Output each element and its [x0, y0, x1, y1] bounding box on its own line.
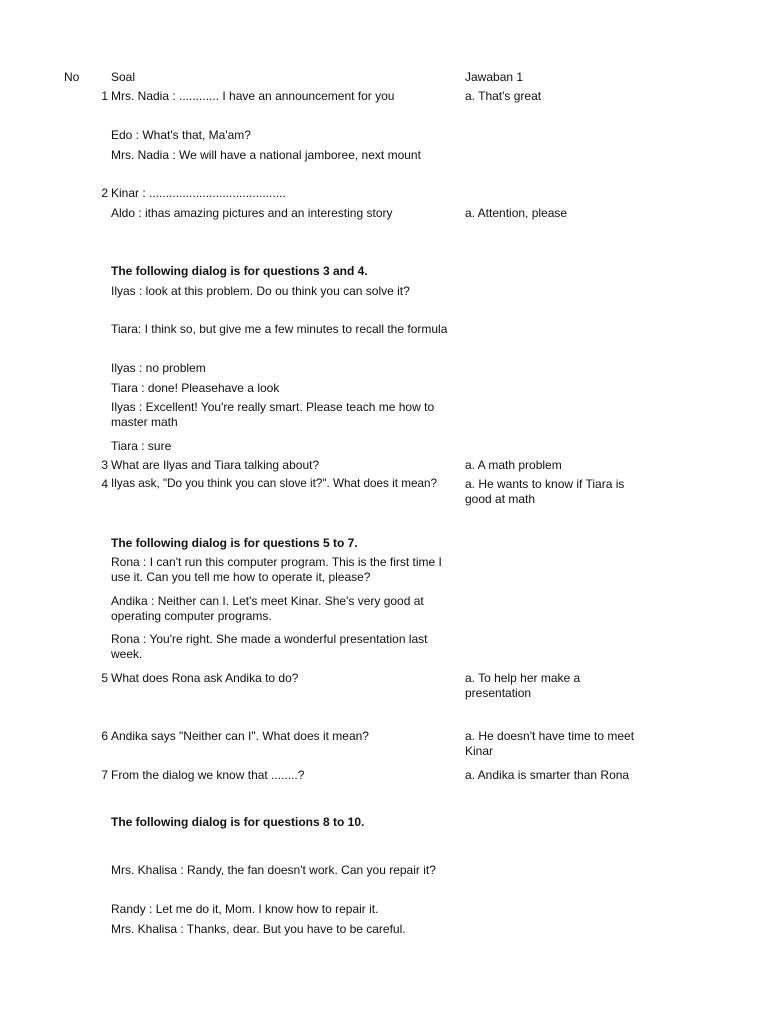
dialog-line: Tiara: I think so, but give me a few minutes to recall the formula: [111, 322, 448, 336]
header-no: No: [64, 70, 80, 84]
dialog-line: Mrs. Nadia : We will have a national jamboree, next mount: [111, 148, 421, 162]
answer-text: a. A math problem: [465, 458, 562, 472]
question-number: 7: [101, 768, 108, 782]
question-text: Kinar : .........................................: [111, 186, 286, 200]
section-heading: The following dialog is for questions 8 to 10.: [111, 815, 365, 829]
dialog-line: Rona : You're right. She made a wonderful presentation last week.: [111, 632, 428, 661]
section-heading: The following dialog is for questions 5 to 7.: [111, 536, 358, 550]
answer-text: a. He wants to know if Tiara is good at math: [465, 477, 625, 506]
question-number: 3: [101, 458, 108, 472]
dialog-line: Edo : What's that, Ma'am?: [111, 128, 251, 142]
question-text: Ilyas ask, "Do you think you can slove it?". What does it mean?: [111, 477, 437, 490]
dialog-line: Ilyas : no problem: [111, 361, 206, 375]
dialog-line: Mrs. Khalisa : Thanks, dear. But you have to be careful.: [111, 922, 406, 936]
question-number: 5: [101, 671, 108, 685]
question-number: 6: [101, 729, 108, 743]
question-text: What does Rona ask Andika to do?: [111, 671, 299, 685]
header-soal: Soal: [111, 70, 136, 84]
question-text: Andika says "Neither can I". What does it mean?: [111, 729, 369, 743]
question-number: 1: [101, 89, 108, 103]
dialog-line: Ilyas : Excellent! You're really smart. Please teach me how to master math: [111, 400, 435, 429]
dialog-line: Randy : Let me do it, Mom. I know how to repair it.: [111, 902, 379, 916]
dialog-line: Mrs. Khalisa : Randy, the fan doesn't work. Can you repair it?: [111, 863, 436, 877]
dialog-line: Aldo : ithas amazing pictures and an interesting story: [111, 206, 393, 220]
question-number: 2: [101, 186, 108, 200]
header-jawaban: Jawaban 1: [465, 70, 524, 84]
answer-text: a. Andika is smarter than Rona: [465, 768, 630, 782]
answer-text: a. Attention, please: [465, 206, 568, 220]
dialog-line: Tiara : sure: [111, 439, 172, 453]
answer-text: a. To help her make a presentation: [465, 671, 581, 700]
question-text: From the dialog we know that ........?: [111, 768, 305, 782]
dialog-line: Andika : Neither can I. Let's meet Kinar. She's very good at operating computer programs.: [111, 594, 424, 623]
dialog-line: Ilyas : look at this problem. Do ou think you can solve it?: [111, 284, 410, 298]
dialog-line: Tiara : done! Pleasehave a look: [111, 381, 280, 395]
question-text: What are Ilyas and Tiara talking about?: [111, 458, 320, 472]
dialog-line: Rona : I can't run this computer program. This is the first time I use it. Can you tell me how to operate it, please?: [111, 555, 442, 584]
answer-text: a. That's great: [465, 89, 542, 103]
question-number: 4: [101, 477, 108, 491]
answer-text: a. He doesn't have time to meet Kinar: [465, 729, 635, 758]
question-text: Mrs. Nadia : ............ I have an announcement for you: [111, 89, 395, 103]
section-heading: The following dialog is for questions 3 and 4.: [111, 264, 368, 278]
